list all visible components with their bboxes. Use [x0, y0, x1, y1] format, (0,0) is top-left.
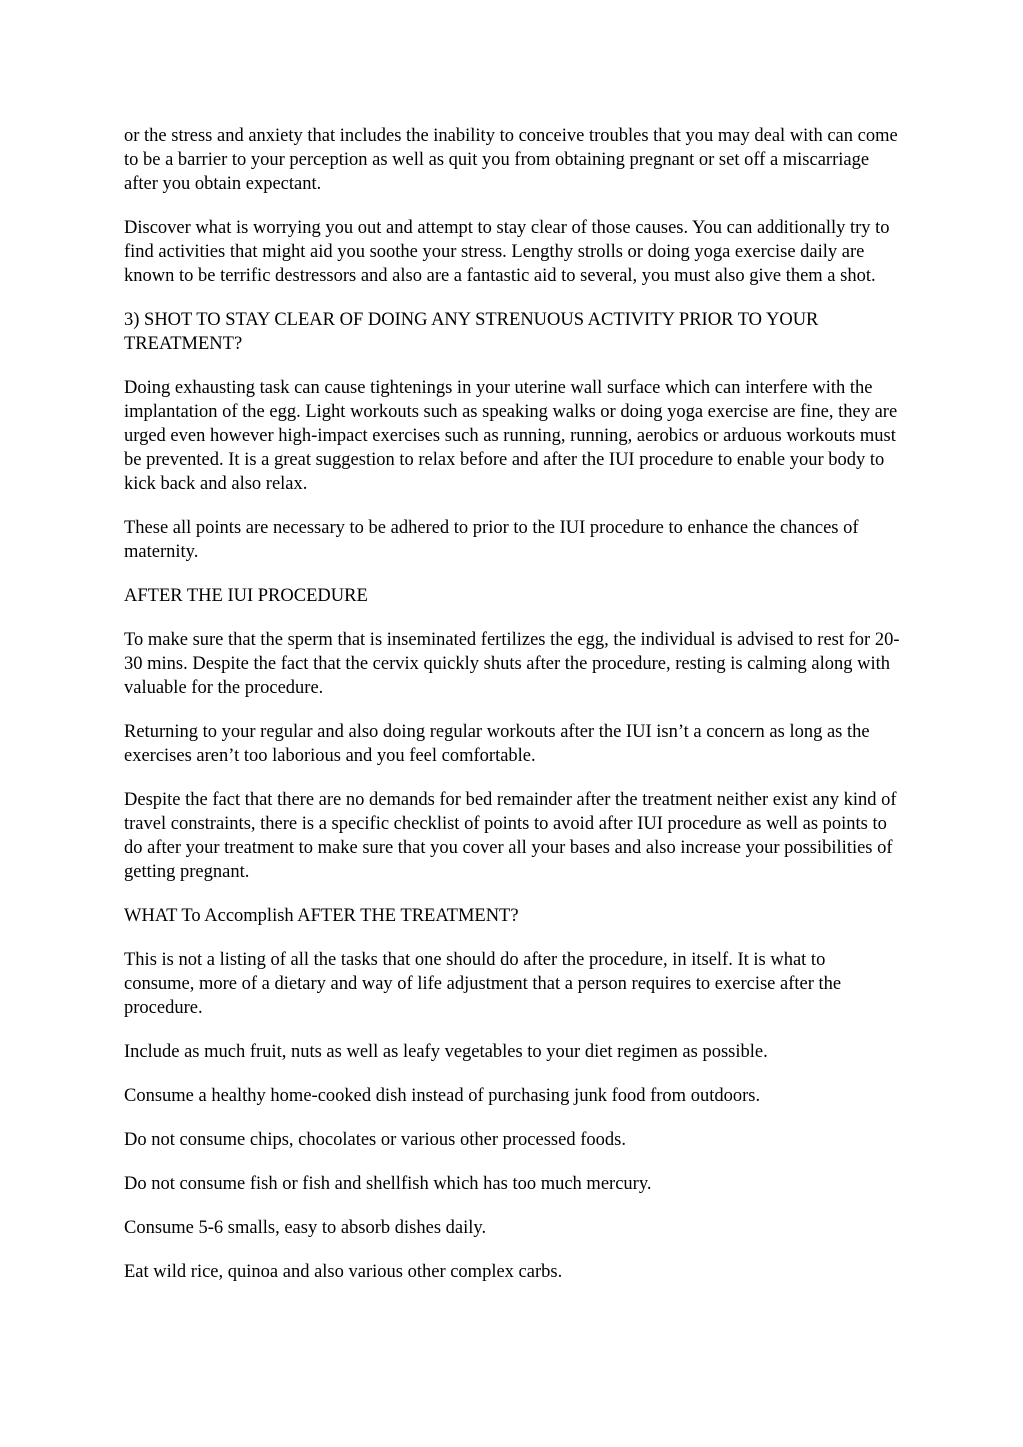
paragraph-avoid-stress-causes: Discover what is worrying you out and attempt to stay clear of those causes. You can additionally try to find activities that might aid you soothe your stress. Lengthy strolls or doing yoga exercise daily are known to be terrific destressors and also are a fantastic aid to several, you must also give them a shot.	[124, 218, 890, 286]
paragraph-exhausting-task: Doing exhausting task can cause tightenings in your uterine wall surface which can interfere with the implantation of the egg. Light workouts such as speaking walks or doing yoga exercise are fine, they are urged even however high-impact exercises such as running, running, aerobics or arduous workouts must be prevented. It is a great suggestion to relax before and after the IUI procedure to enable your body to kick back and also relax.	[124, 378, 898, 494]
paragraph-dietary-adjustment: This is not a listing of all the tasks that one should do after the procedure, in itself. It is what to consume, more of a dietary and way of life adjustment that a person requires to exercise after the procedure.	[124, 950, 842, 1018]
paragraph-no-mercury-fish: Do not consume fish or fish and shellfish which has too much mercury.	[124, 1174, 652, 1194]
paragraph-checklist-after-iui: Despite the fact that there are no demands for bed remainder after the treatment neither exist any kind of travel constraints, there is a specific checklist of points to avoid after IUI procedure as well as points to do after your treatment to make sure that you cover all your bases and also increase your possibilities of getting pregnant.	[124, 790, 897, 882]
paragraph-returning-to-routine: Returning to your regular and also doing regular workouts after the IUI isn’t a concern as long as the exercises aren’t too laborious and you feel comfortable.	[124, 722, 870, 766]
paragraph-points-to-follow: These all points are necessary to be adhered to prior to the IUI procedure to enhance the chances of maternity.	[124, 518, 859, 562]
paragraph-home-cooked-dish: Consume a healthy home-cooked dish instead of purchasing junk food from outdoors.	[124, 1086, 761, 1106]
heading-avoid-strenuous-activity: 3) SHOT TO STAY CLEAR OF DOING ANY STRENUOUS ACTIVITY PRIOR TO YOUR TREATMENT?	[124, 310, 819, 354]
heading-what-to-do-after-treatment: WHAT To Accomplish AFTER THE TREATMENT?	[124, 906, 519, 926]
paragraph-complex-carbs: Eat wild rice, quinoa and also various other complex carbs.	[124, 1262, 563, 1282]
paragraph-fruit-nuts-vegetables: Include as much fruit, nuts as well as leafy vegetables to your diet regimen as possible.	[124, 1042, 768, 1062]
heading-after-iui-procedure: AFTER THE IUI PROCEDURE	[124, 586, 368, 606]
paragraph-stress-barrier: or the stress and anxiety that includes the inability to conceive troubles that you may deal with can come to be a barrier to your perception as well as quit you from obtaining pregnant or set off a miscarriage after you obtain expectant.	[124, 126, 898, 194]
document-page	[124, 124, 900, 1304]
paragraph-no-processed-foods: Do not consume chips, chocolates or various other processed foods.	[124, 1130, 626, 1150]
paragraph-small-dishes: Consume 5-6 smalls, easy to absorb dishes daily.	[124, 1218, 487, 1238]
paragraph-rest-after-insemination: To make sure that the sperm that is inseminated fertilizes the egg, the individual is advised to rest for 20-30 mins. Despite the fact that the cervix quickly shuts after the procedure, resting is calming along with valuable for the procedure.	[124, 630, 900, 698]
